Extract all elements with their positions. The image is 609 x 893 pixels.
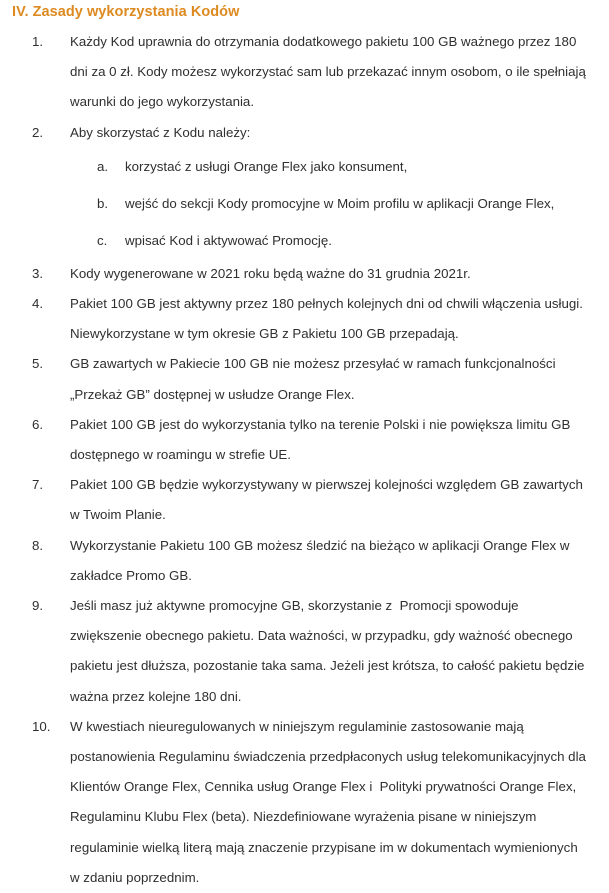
list-item-marker: 2. — [32, 124, 44, 140]
list-item — [32, 470, 587, 530]
list-item — [32, 531, 587, 591]
list-item — [32, 410, 587, 470]
sub-list-item-marker: c. — [97, 232, 108, 248]
sub-list-item-text: wpisać Kod i aktywować Promocję. — [125, 232, 332, 248]
sub-list-item-text: wejść do sekcji Kody promocyjne w Moim profilu w aplikacji Orange Flex, — [125, 195, 555, 211]
list-item — [32, 118, 587, 259]
list-item-text: GB zawartych w Pakiecie 100 GB nie możesz przesyłać w ramach funkcjonalności „Przekaż GB” dostępnej w usłudze Orange Flex. — [70, 356, 560, 402]
list-item — [32, 27, 590, 118]
sub-list — [70, 148, 587, 259]
terms-list — [12, 27, 590, 893]
page-title: IV. Zasady wykorzystania Kodów — [12, 4, 240, 20]
list-item-text: Wykorzystanie Pakietu 100 GB możesz śledzić na bieżąco w aplikacji Orange Flex w zakładce Promo GB. — [70, 537, 574, 583]
sub-list-item-marker: a. — [97, 158, 109, 174]
list-item-text: Jeśli masz już aktywne promocyjne GB, skorzystanie z Promocji spowoduje zwiększenie obecnego pakietu. Data ważności, w przypadku, gdy ważność obecnego pakietu jest dłuższa, pozostanie taka sama. Jeżeli jest krótsza, to całość pakietu będzie ważna przez kolejne 180 dni. — [70, 598, 589, 704]
list-item-text: Pakiet 100 GB jest aktywny przez 180 pełnych kolejnych dni od chwili włączenia usługi. Niewykorzystane w tym okresie GB z Pakietu 100 GB przepadają. — [70, 296, 587, 342]
sub-list-item — [97, 148, 587, 185]
sub-list-item-marker: b. — [97, 195, 109, 211]
list-item-text: W kwestiach nieuregulowanych w niniejszym regulaminie zastosowanie mają postanowienia Regulaminu świadczenia przedpłaconych usług telekomunikacyjnych dla Klientów Orange Flex, Cennika usług Orange Flex i Polityki prywatności Orange Flex, Regulaminu Klubu Flex (beta). Niezdefiniowane wyrażenia pisane w niniejszym regulaminie wielką literą mają znaczenie przypisane im w dokumentach wymienionych w zdaniu poprzednim. — [70, 718, 590, 885]
sub-list-item-text: korzystać z usługi Orange Flex jako konsument, — [125, 158, 408, 174]
sub-list-item — [97, 222, 587, 259]
list-item-text: Kody wygenerowane w 2021 roku będą ważne do 31 grudnia 2021r. — [70, 265, 471, 281]
list-item — [32, 289, 587, 349]
list-item-marker: 5. — [32, 356, 44, 372]
list-item-marker: 10. — [32, 718, 51, 734]
list-item-text: Każdy Kod uprawnia do otrzymania dodatkowego pakietu 100 GB ważnego przez 180 dni za 0 zł. Kody możesz wykorzystać sam lub przekazać innym osobom, o ile spełniają warunki do jego wykorzystania. — [70, 34, 590, 110]
list-item-marker: 1. — [32, 34, 44, 49]
list-item-text: Aby skorzystać z Kodu należy: — [70, 124, 251, 140]
list-item-marker: 4. — [32, 296, 44, 312]
list-item — [32, 712, 590, 893]
list-item-marker: 9. — [32, 598, 44, 614]
sub-list-item — [97, 185, 587, 222]
list-item-marker: 6. — [32, 416, 44, 432]
list-item — [32, 591, 587, 712]
list-item-marker: 8. — [32, 537, 44, 553]
list-item-marker: 7. — [32, 477, 44, 493]
list-item-text: Pakiet 100 GB będzie wykorzystywany w pierwszej kolejności względem GB zawartych w Twoim Planie. — [70, 477, 587, 523]
list-item-text: Pakiet 100 GB jest do wykorzystania tylko na terenie Polski i nie powiększa limitu GB dostępnego w roamingu w strefie UE. — [70, 416, 575, 463]
list-item-marker: 3. — [32, 265, 44, 281]
list-item — [32, 349, 587, 409]
list-item — [32, 259, 587, 289]
